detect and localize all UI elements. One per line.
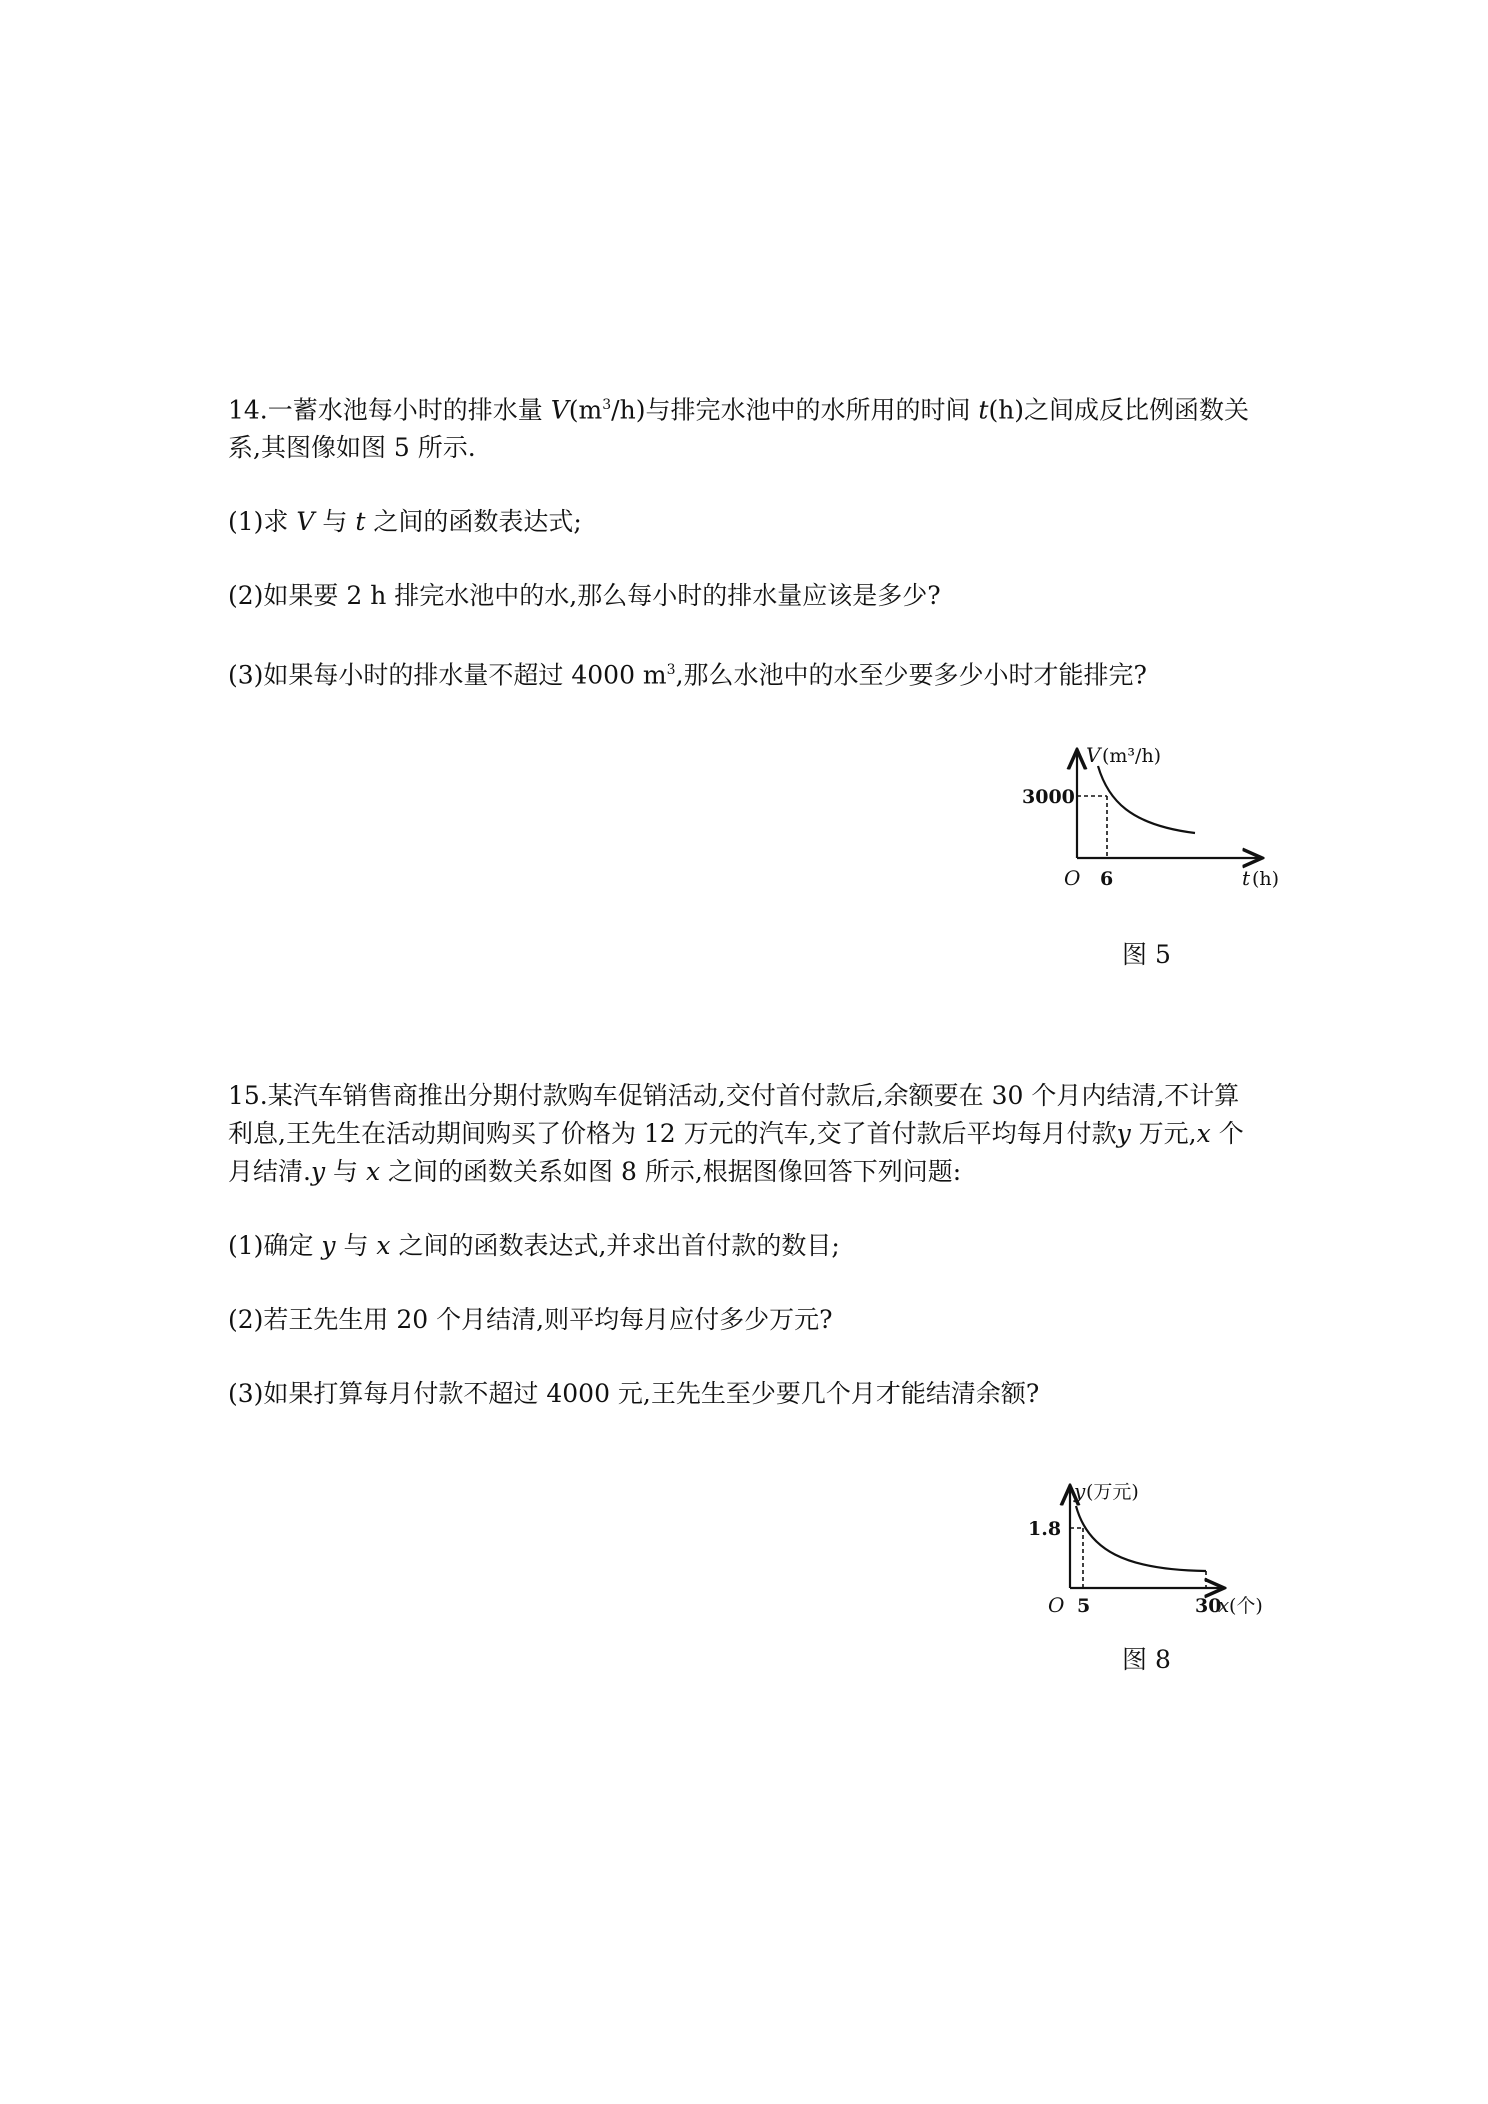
y-axis-label: y (1074, 1479, 1086, 1503)
q15-part-3: (3)如果打算每月付款不超过 4000 元,王先生至少要几个月才能结清余额? (228, 1379, 1040, 1408)
x-tick-label: 6 (1100, 868, 1114, 890)
q15-stem-line-1: 15.某汽车销售商推出分期付款购车促销活动,交付首付款后,余额要在 30 个月内结清,不计算 (228, 1081, 1240, 1110)
q15-part-1: (1)确定 y 与 x 之间的函数表达式,并求出首付款的数目; (228, 1231, 840, 1260)
x-tick-label-2: 30 (1195, 1595, 1222, 1617)
x-axis-label: t (1242, 866, 1251, 890)
question-14 (228, 386, 1268, 695)
y-axis-unit: (m³/h) (1102, 745, 1162, 767)
q15-stem-line-3: 月结清.y 与 x 之间的函数关系如图 8 所示,根据图像回答下列问题: (228, 1157, 962, 1186)
inverse-curve (1076, 1506, 1206, 1571)
q14-stem-line-2: 系,其图像如图 5 所示. (228, 433, 476, 463)
question-15 (228, 1077, 1268, 1413)
q15-part-2: (2)若王先生用 20 个月结清,则平均每月应付多少万元? (228, 1305, 833, 1334)
y-axis-label: V (1086, 743, 1101, 767)
figure-8 (1010, 1480, 1290, 1615)
origin-label: O (1064, 866, 1081, 890)
figure-8-caption: 图 8 (1122, 1645, 1171, 1674)
figure-5 (1010, 740, 1280, 900)
y-tick-label: 3000 (1022, 786, 1075, 808)
q14-part-1: (1)求 V 与 t 之间的函数表达式; (228, 507, 582, 537)
x-tick-label-1: 5 (1077, 1595, 1091, 1617)
figure-5-caption: 图 5 (1122, 940, 1171, 969)
q14-part-3: (3)如果每小时的排水量不超过 4000 $m^3$,那么水池中的水至少要多少小时才能排完? (228, 660, 1147, 690)
x-axis-label: x (1218, 1593, 1230, 1617)
y-tick-label: 1.8 (1028, 1518, 1062, 1540)
x-axis-unit: (h) (1252, 868, 1280, 890)
x-axis-unit: (个) (1229, 1595, 1263, 1617)
figure-5-graph (1010, 740, 1280, 900)
inverse-curve (1098, 766, 1195, 833)
origin-label: O (1048, 1593, 1065, 1617)
figure-8-graph (1010, 1480, 1290, 1615)
q14-stem-line-1: 14.一蓄水池每小时的排水量 $V(m^3/h)$与排完水池中的水所用的时间 t(h)之间成反比例函数关 (228, 395, 1250, 425)
q15-stem-line-2: 利息,王先生在活动期间购买了价格为 12 万元的汽车,交了首付款后平均每月付款y 万元,x 个 (228, 1119, 1244, 1148)
q14-part-2: (2)如果要 2 h 排完水池中的水,那么每小时的排水量应该是多少? (228, 581, 941, 611)
y-axis-unit: (万元) (1086, 1481, 1139, 1503)
